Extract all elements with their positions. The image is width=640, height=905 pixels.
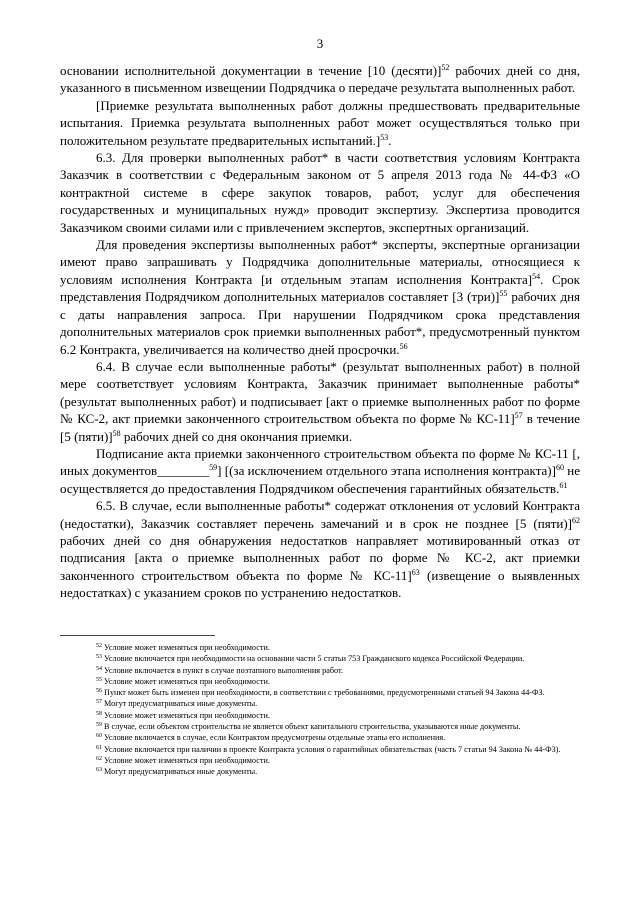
footnote-text: В случае, если объектом строительства не является объект капитального строительства, указываются иные документы.	[102, 722, 521, 732]
footnote-ref: 63	[411, 567, 420, 577]
footnote-ref: 56	[399, 341, 408, 351]
footnote-text: Могут предусматриваться иные документы.	[102, 699, 258, 709]
footnote	[60, 687, 580, 698]
paragraph	[60, 445, 580, 497]
paragraph-text: . Срок представления Подрядчиком дополнительных материалов составляет [3 (три)]	[60, 271, 580, 305]
footnote	[60, 710, 580, 721]
paragraph-text: не осуществляется до предоставления Подрядчиком обеспечения гарантийных обязательств.	[60, 463, 581, 496]
paragraph	[60, 62, 580, 97]
footnote-text: Условие может изменяться при необходимости.	[102, 676, 270, 686]
footnote	[60, 755, 580, 766]
paragraph	[60, 358, 580, 445]
footnote-number: 54	[96, 665, 102, 672]
paragraph-text: рабочих дня с даты направления запроса. При нарушении Подрядчиком срока представления дополнительных материалов срок приемки выполненных работ*, предусмотренный пунктом 6.2 Контракта, увеличивается на количество дней просрочки.	[60, 289, 580, 357]
footnote-number: 59	[96, 722, 102, 729]
footnote-separator	[60, 635, 215, 636]
paragraph-text: рабочих дней со дня, указанного в письменном извещении Подрядчика о передаче результата выполненных работ.	[60, 63, 580, 96]
paragraph-text: 6.3. Для проверки выполненных работ* в части соответствия условиям Контракта Заказчик в соответствии с Федеральным законом от 5 апреля 2013 года № 44-ФЗ «О контрактной системе в сфере закупок товаров, работ, услуг для обеспечения государственных и муниципальных нужд» проводит экспертизу. Экспертиза проводится Заказчиком своими силами или с привлечением экспертов, экспертных организаций.	[60, 150, 580, 235]
paragraph-text: [Приемке результата выполненных работ должны предшествовать предварительные испытания. Приемка результата выполненных работ может осуществляться только при положительном результате предварительных испытаний.]	[60, 97, 580, 148]
footnote	[60, 653, 580, 664]
footnote-ref: 58	[112, 428, 121, 438]
paragraph-text: в течение [5 (пяти)]	[60, 411, 580, 444]
footnote-number: 57	[96, 699, 102, 706]
footnote-number: 63	[96, 767, 102, 774]
paragraph	[60, 497, 580, 601]
paragraph-text: ] [(за исключением отдельного этапа исполнения контракта)]	[217, 463, 556, 479]
footnote-ref: 57	[514, 411, 523, 421]
footnote-number: 58	[96, 710, 102, 717]
footnote-text: Условие может изменяться при необходимости.	[102, 710, 270, 720]
footnote-ref: 61	[559, 480, 568, 490]
footnote	[60, 721, 580, 732]
paragraph	[60, 236, 580, 358]
footnote-ref: 55	[499, 289, 508, 299]
paragraph-text: .	[388, 132, 392, 148]
paragraph-text: 6.5. В случае, если выполненные работы* содержат отклонения от условий Контракта (недостатки), Заказчик составляет перечень замечаний и в срок не позднее [5 (пяти)]	[60, 498, 580, 531]
footnote-text: Могут предусматриваться иные документы.	[102, 767, 258, 777]
footnote-number: 60	[96, 733, 102, 740]
footnote-text: Условие может изменяться при необходимости.	[102, 643, 270, 652]
footnotes	[60, 642, 580, 778]
footnote-number: 52	[96, 643, 102, 649]
footnote-ref: 52	[441, 63, 450, 72]
paragraph	[60, 97, 580, 149]
footnote-number: 61	[96, 744, 102, 751]
paragraph-text: рабочих дней со дня обнаружения недостатков направляет мотивированный отказ от подписания [акта о приемке выполненных работ по форме № КС-2, акт приемки законченного строительством объекта по форме № КС-11]	[60, 532, 580, 583]
paragraph	[60, 149, 580, 236]
footnote	[60, 732, 580, 743]
paragraph-text: Для проведения экспертизы выполненных работ* эксперты, экспертные организации имеют право запрашивать у Подрядчика дополнительные материалы, относящиеся к условиям исполнения Контракта [и отдельным этапам исполнения Контракта]	[60, 237, 580, 287]
footnote	[60, 665, 580, 676]
footnote-text: Условие включается в случае, если Контрактом предусмотрены отдельные этапы его исполнения.	[102, 733, 446, 743]
footnote-ref: 54	[532, 271, 541, 281]
footnote-ref: 62	[572, 515, 580, 525]
footnote-ref: 53	[380, 132, 389, 142]
footnote	[60, 676, 580, 687]
paragraph-text: основании исполнительной документации в течение [10 (десяти)]	[60, 63, 442, 78]
footnote	[60, 744, 580, 755]
footnote-number: 56	[96, 688, 102, 695]
footnote-number: 55	[96, 676, 102, 683]
main-text	[60, 62, 580, 602]
footnote	[60, 642, 580, 653]
footnote-ref: 59	[209, 463, 218, 473]
footnote-text: Условие включается при наличии в проекте Контракта условия о гарантийных обязательствах (часть 7 статьи 94 Закона № 44-ФЗ).	[102, 744, 561, 754]
paragraph-text: (извещение о выявленных недостатках) с указанием сроков по устранению недостатков.	[60, 567, 580, 601]
footnote-text: Условие включается в пункт в случае поэтапного выполнения работ.	[102, 665, 344, 675]
footnote-text: Условие включается при необходимости на основании части 5 статьи 753 Гражданского кодекса Российской Федерации.	[102, 654, 525, 664]
paragraph-text: 6.4. В случае если выполненные работы* (результат выполненных работ) в полной мере соответствует условиям Контракта, Заказчик принимает выполненные работы* (результат выполненных работ) и подписывает [акт о приемке выполненных работ по форме № КС-2, акт приемки законченного строительством объекта по форме № КС-11]	[60, 358, 580, 427]
paragraph-text: Подписание акта приемки законченного строительством объекта по форме № КС-11 [, иных документов________	[60, 445, 580, 479]
footnote	[60, 766, 580, 777]
footnote-text: Пункт может быть изменен при необходимости, в соответствии с требованиями, предусмотренными статьей 94 Закона 44-ФЗ.	[102, 688, 545, 698]
footnote	[60, 698, 580, 709]
page-number: 3	[316, 36, 324, 51]
paragraph-text: рабочих дней со дня окончания приемки.	[120, 428, 353, 444]
footnote-ref: 60	[555, 463, 564, 473]
footnote-number: 62	[96, 755, 102, 762]
footnote-number: 53	[96, 654, 102, 661]
footnote-text: Условие может изменяться при необходимости.	[102, 755, 270, 765]
